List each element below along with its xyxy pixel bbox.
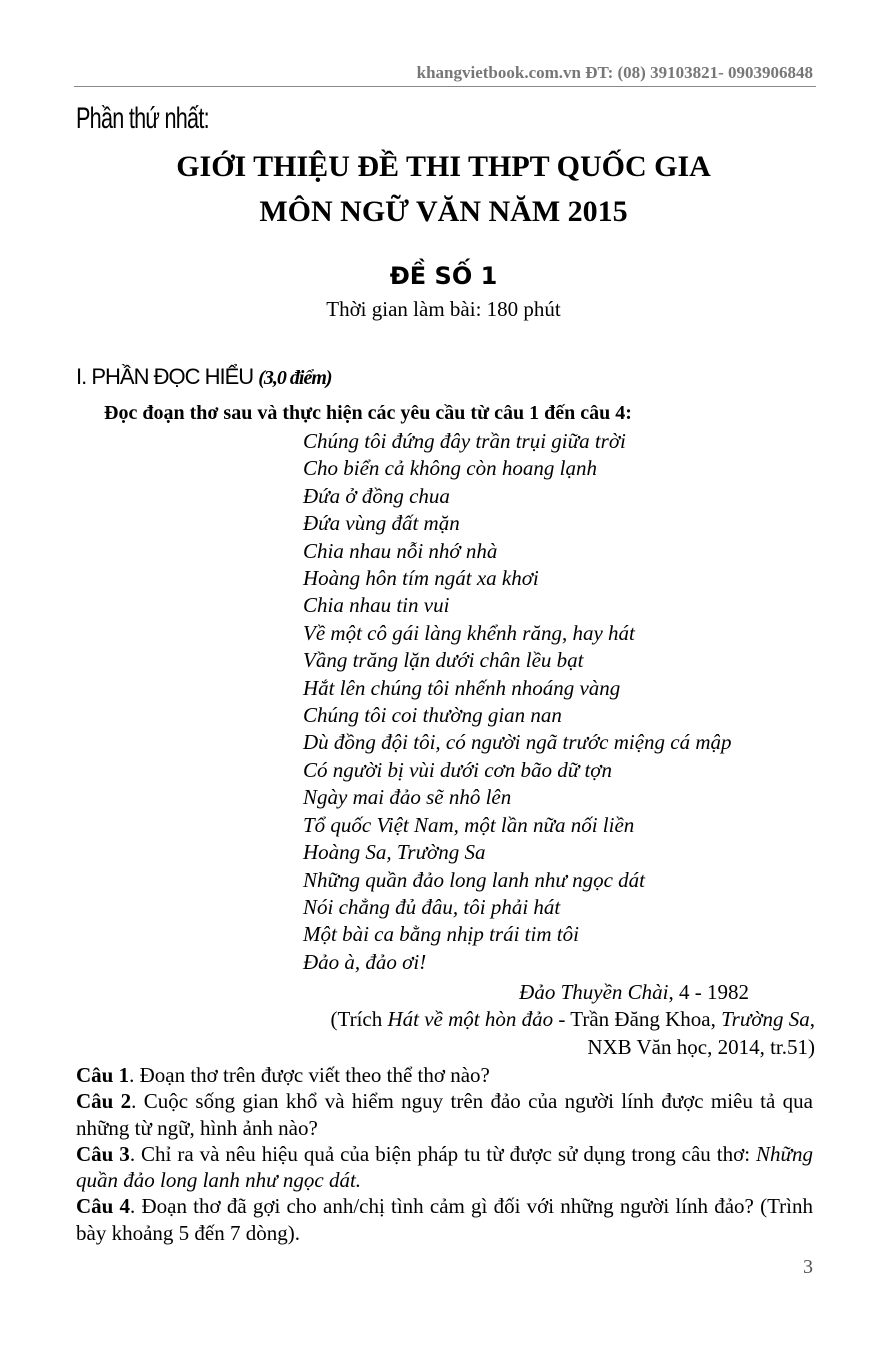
poem-line: Cho biển cả không còn hoang lạnh [303,456,597,481]
citation-work: Hát về một hòn đảo [387,1007,554,1031]
poem-line: Nói chẳng đủ đâu, tôi phải hát [303,894,561,919]
poem-line: Tổ quốc Việt Nam, một lần nữa nối liền [303,812,635,837]
citation-book: Trường Sa [721,1007,810,1031]
question-label: Câu 4 [76,1194,131,1219]
section-points: (3,0 điểm) [258,367,332,389]
citation-publisher: NXB Văn học, 2014, tr.51) [587,1035,815,1059]
question-quote: Những quần đảo long lanh như ngọc dát. [76,1141,813,1193]
question-label: Câu 3 [76,1141,130,1166]
poem-date: , 4 - 1982 [668,980,749,1004]
exam-time: Thời gian làm bài: 180 phút [326,297,561,321]
poem-line: Chia nhau nỗi nhớ nhà [303,538,498,563]
section-heading [76,364,332,390]
question-4 [76,1193,813,1246]
header-rule [74,86,816,87]
poem-line: Những quần đảo long lanh như ngọc dát [303,867,645,892]
poem-line: Đứa ở đồng chua [303,483,450,508]
poem-line: Vầng trăng lặn dưới chân lều bạt [303,648,584,673]
poem-line: Đảo à, đảo ơi! [303,949,427,974]
title-line-1: GIỚI THIỆU ĐỀ THI THPT QUỐC GIA [176,150,711,183]
poem-line: Chia nhau tin vui [303,593,450,618]
poem-line: Chúng tôi đứng đây trần trụi giữa trời [303,429,626,453]
poem-line: Đứa vùng đất mặn [303,511,460,536]
poem-line: Dù đồng đội tôi, có người ngã trước miệng cá mập [303,730,732,755]
title-line-2: MÔN NGỮ VĂN NĂM 2015 [259,195,628,228]
citation-author: - Trần Đăng Khoa, [553,1007,722,1031]
question-3 [76,1141,813,1194]
poem-line: Hoàng Sa, Trường Sa [303,840,486,865]
poem-place-date [519,980,749,1005]
page-number: 3 [803,1256,813,1278]
poem-line: Có người bị vùi dưới cơn bão dữ tợn [303,757,613,782]
poem-line: Hoàng hôn tím ngát xa khơi [303,566,539,591]
instruction: Đọc đoạn thơ sau và thực hiện các yêu cầu từ câu 1 đến câu 4: [104,402,632,424]
section-title: I. PHẦN ĐỌC HIỂU [76,364,259,389]
poem [303,428,732,976]
question-text: . Đoạn thơ đã gợi cho anh/chị tình cảm gì đối với những người lính đảo? (Trình bày khoảng 5 đến 7 dòng). [76,1194,813,1245]
question-label: Câu 1 [76,1063,130,1087]
poem-place: Đảo Thuyền Chài [519,980,669,1004]
citation-comma: , [809,1007,815,1031]
part-heading: Phần thứ nhất: [76,102,209,135]
question-label: Câu 2 [76,1089,132,1114]
question-1 [76,1062,813,1088]
running-header: khangvietbook.com.vn ĐT: (08) 39103821- 0903906848 [416,63,813,82]
poem-line: Hắt lên chúng tôi nhếnh nhoáng vàng [303,675,621,700]
question-2 [76,1088,813,1141]
questions [76,1062,813,1246]
poem-line: Về một cô gái làng khểnh răng, hay hát [303,620,635,645]
poem-line: Chúng tôi coi thường gian nan [303,703,562,728]
question-text: . Cuộc sống gian khổ và hiểm nguy trên đảo của người lính được miêu tả qua những từ ngữ, hình ảnh nào? [76,1089,813,1140]
exam-number: ĐỀ SỐ 1 [389,262,498,290]
poem-line: Ngày mai đảo sẽ nhô lên [303,785,512,810]
question-text: . Chỉ ra và nêu hiệu quả của biện pháp tu từ được sử dụng trong câu thơ: [129,1141,757,1166]
question-text: . Đoạn thơ trên được viết theo thể thơ nào? [129,1063,490,1087]
citation-pre: (Trích [330,1007,388,1031]
poem-line: Một bài ca bằng nhịp trái tim tôi [303,922,579,947]
citation-line-1 [331,1007,816,1032]
